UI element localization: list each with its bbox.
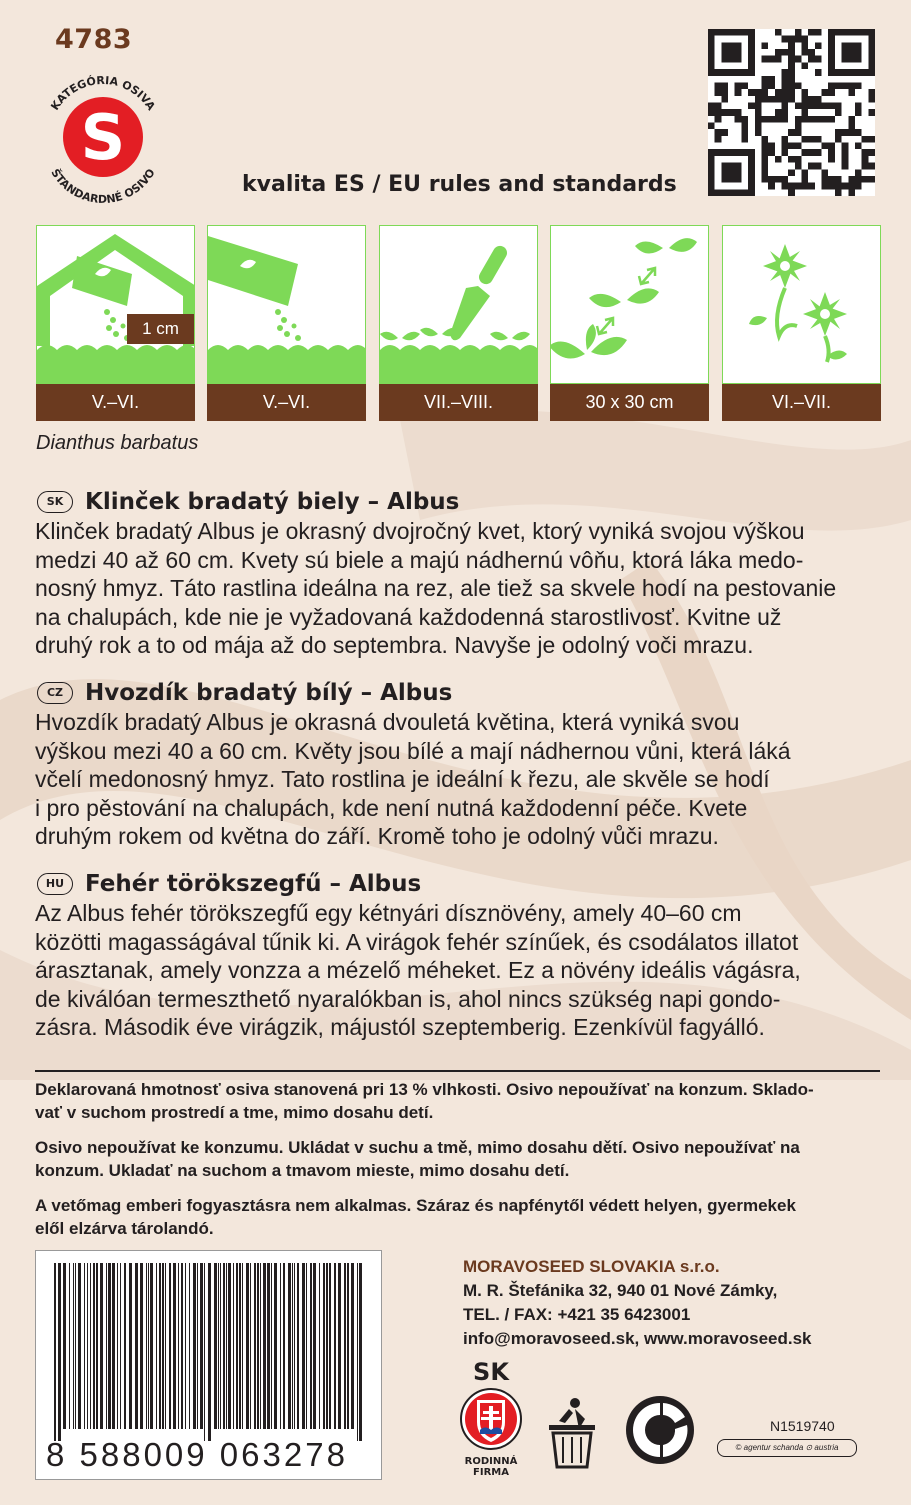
latin-name: Dianthus barbatus bbox=[36, 432, 199, 454]
section-title: Klinček bradatý biely – Albus bbox=[85, 489, 460, 515]
panel-planting bbox=[379, 225, 538, 421]
plant-spacing-icon bbox=[551, 226, 709, 384]
sowing-depth-label: 1 cm bbox=[127, 314, 194, 344]
storage-note-cz: Osivo nepoužívat ke konzumu. Ukládat v suchu a tmě, mimo dosahu dětí. Osivo nepoužívať na konzum. Ukladať na suchom a tmavom mieste, mimo dosahu detí. bbox=[35, 1138, 800, 1180]
section-title: Hvozdík bradatý bílý – Albus bbox=[85, 680, 453, 706]
language-code: SK bbox=[37, 491, 73, 513]
slovak-shield-icon bbox=[458, 1386, 524, 1452]
registration-number: N1519740 bbox=[770, 1418, 835, 1434]
product-code: 4783 bbox=[55, 24, 133, 55]
panel-flowering bbox=[722, 225, 881, 421]
panel-label: VII.–VIII. bbox=[379, 384, 538, 421]
family-company-logo bbox=[458, 1358, 524, 1478]
language-code: CZ bbox=[37, 682, 73, 704]
trowel-planting-icon bbox=[380, 226, 538, 384]
badge-bottom-text: ŠTANDARDNÉ OSIVO bbox=[48, 166, 158, 207]
barcode[interactable] bbox=[35, 1250, 382, 1480]
section-hu bbox=[35, 869, 880, 1042]
green-dot-icon bbox=[625, 1395, 695, 1465]
quality-standard: kvalita ES / EU rules and standards bbox=[242, 172, 677, 197]
panel-indoor-sowing bbox=[36, 225, 195, 421]
flowering-icon bbox=[723, 226, 881, 384]
section-sk bbox=[35, 487, 880, 660]
divider bbox=[35, 1070, 880, 1072]
badge-top-text: KATEGÓRIA OSIVA bbox=[48, 73, 158, 113]
seed-category-badge bbox=[28, 62, 178, 212]
agency-label: © agentur schanda ⊙ austria bbox=[717, 1439, 857, 1457]
barcode-number: 8 588009 063278 bbox=[46, 1436, 348, 1473]
storage-note-hu: A vetőmag emberi fogyasztásra nem alkalmas. Száraz és napfénytől védett helyen, gyermekek elől elzárva tárolandó. bbox=[35, 1196, 796, 1238]
panel-label: 30 x 30 cm bbox=[550, 384, 709, 421]
language-code: HU bbox=[37, 873, 73, 895]
panel-label: V.–VI. bbox=[207, 384, 366, 421]
open-field-sowing-icon bbox=[208, 226, 366, 384]
section-cz bbox=[35, 678, 880, 851]
section-text: Hvozdík bradatý Albus je okrasná dvouletá květina, která vyniká svou výškou mezi 40 a 60 cm. Květy jsou bílé a mají nádhernou vůni, která láká včelí medonosný hmyz. Tato rostlina je ideální k řezu, ale skvěle se hodí i pro pěstování na chalupách, kde není nutná každodenní péče. Kvete druhým rokem od května do září. Kromě toho je odolný vůči mrazu. bbox=[35, 709, 791, 850]
qr-code[interactable] bbox=[708, 29, 875, 196]
barcode-bars bbox=[50, 1263, 367, 1441]
house-sowing-icon bbox=[37, 226, 195, 384]
panel-spacing bbox=[550, 225, 709, 421]
badge-letter: S bbox=[80, 101, 126, 174]
panel-label: V.–VI. bbox=[36, 384, 195, 421]
sk-label: SK bbox=[473, 1358, 509, 1386]
section-title: Fehér törökszegfű – Albus bbox=[85, 871, 422, 897]
section-text: Klinček bradatý Albus je okrasný dvojročný kvet, ktorý vyniká svojou výškou medzi 40 až 60 cm. Kvety sú biele a majú nádhernú vôňu, ktorá láka medo- nosný hmyz. Táto rastlina ideálna na rez, ale tiež sa skvele hodí na pestovanie na chalupách, kde nie je vyžadovaná každodenná starostlivosť. Kvitne už druhý rok a to od mája až do septembra. Navyše je odolný voči mrazu. bbox=[35, 518, 837, 659]
panel-label: VI.–VII. bbox=[722, 384, 881, 421]
company-info bbox=[463, 1255, 812, 1351]
storage-note-sk: Deklarovaná hmotnosť osiva stanovená pri 13 % vlhkosti. Osivo nepoužívať na konzum. Sklado- vať v suchom prostredí a tme, mimo dosahu detí. bbox=[35, 1080, 814, 1122]
company-phone: TEL. / FAX: +421 35 6423001 bbox=[463, 1305, 691, 1324]
company-name: MORAVOSEED SLOVAKIA s.r.o. bbox=[463, 1257, 720, 1276]
company-web[interactable]: info@moravoseed.sk, www.moravoseed.sk bbox=[463, 1329, 812, 1348]
recycle-bin-icon bbox=[545, 1395, 605, 1470]
family-company-text: RODINNÁ FIRMA bbox=[464, 1456, 518, 1478]
panel-outdoor-sowing bbox=[207, 225, 366, 421]
company-address: M. R. Štefánika 32, 940 01 Nové Zámky, bbox=[463, 1281, 778, 1300]
section-text: Az Albus fehér törökszegfű egy kétnyári dísznövény, amely 40–60 cm közötti magasságával tűnik ki. A virágok fehér színűek, és csodálatos illatot árasztanak, amely vonzza a mézelő méheket. Ez a növény ideális vágásra, de kiválóan termeszthető nyaralókban is, ahol nincs szükség napi gondo- zásra. Második éve virágzik, májustól szeptemberig. Ezenkívül fagyálló. bbox=[35, 900, 801, 1041]
